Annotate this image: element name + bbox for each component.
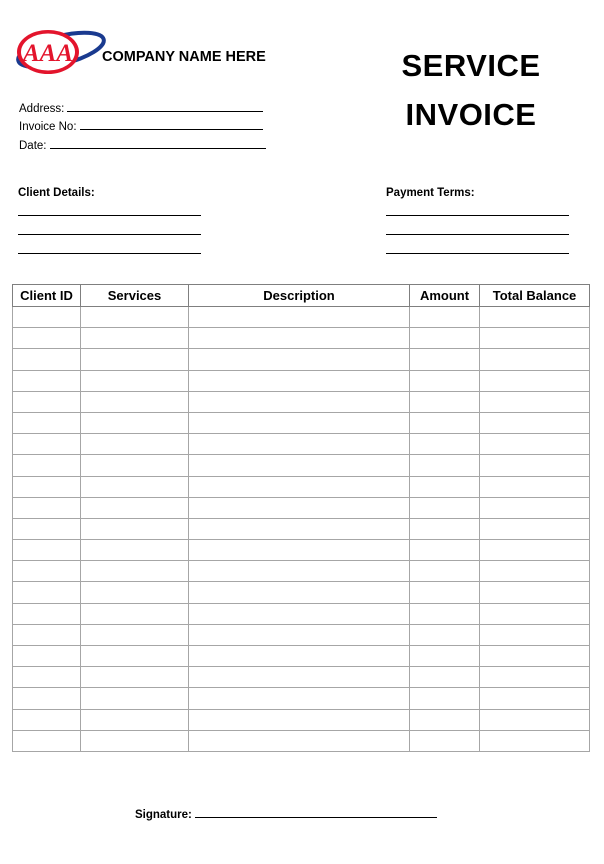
table-cell[interactable] bbox=[480, 646, 590, 667]
table-cell[interactable] bbox=[189, 688, 410, 709]
table-cell[interactable] bbox=[480, 476, 590, 497]
table-cell[interactable] bbox=[410, 412, 480, 433]
table-row bbox=[13, 349, 590, 370]
address-field[interactable] bbox=[19, 101, 263, 115]
table-cell[interactable] bbox=[81, 497, 189, 518]
table-cell[interactable] bbox=[81, 667, 189, 688]
address-line[interactable] bbox=[67, 101, 263, 112]
table-row bbox=[13, 370, 590, 391]
client-details-line[interactable] bbox=[18, 215, 201, 216]
table-cell[interactable] bbox=[410, 476, 480, 497]
table-row bbox=[13, 688, 590, 709]
table-cell[interactable] bbox=[410, 730, 480, 751]
table-cell[interactable] bbox=[13, 561, 81, 582]
table-cell[interactable] bbox=[410, 328, 480, 349]
table-cell[interactable] bbox=[13, 434, 81, 455]
header-amount: Amount bbox=[410, 285, 480, 307]
table-cell[interactable] bbox=[13, 540, 81, 561]
date-line[interactable] bbox=[50, 138, 266, 149]
logo-text: AAA bbox=[22, 40, 74, 67]
table-row bbox=[13, 518, 590, 539]
table-cell[interactable] bbox=[189, 709, 410, 730]
title-line-1: SERVICE bbox=[401, 48, 541, 83]
table-cell[interactable] bbox=[13, 624, 81, 645]
table-cell[interactable] bbox=[189, 370, 410, 391]
table-cell[interactable] bbox=[13, 391, 81, 412]
table-cell[interactable] bbox=[480, 709, 590, 730]
table-cell[interactable] bbox=[189, 476, 410, 497]
table-cell[interactable] bbox=[189, 391, 410, 412]
table-cell[interactable] bbox=[81, 391, 189, 412]
table-cell[interactable] bbox=[480, 624, 590, 645]
table-cell[interactable] bbox=[410, 391, 480, 412]
table-cell[interactable] bbox=[480, 307, 590, 328]
table-cell[interactable] bbox=[81, 540, 189, 561]
table-cell[interactable] bbox=[189, 667, 410, 688]
signature-field[interactable] bbox=[135, 807, 437, 821]
table-cell[interactable] bbox=[13, 307, 81, 328]
table-cell[interactable] bbox=[189, 603, 410, 624]
table-cell[interactable] bbox=[480, 688, 590, 709]
table-cell[interactable] bbox=[480, 455, 590, 476]
table-cell[interactable] bbox=[81, 328, 189, 349]
company-logo bbox=[13, 24, 109, 84]
table-cell[interactable] bbox=[410, 561, 480, 582]
table-cell[interactable] bbox=[13, 349, 81, 370]
table-cell[interactable] bbox=[480, 518, 590, 539]
table-cell[interactable] bbox=[410, 624, 480, 645]
table-cell[interactable] bbox=[13, 328, 81, 349]
table-cell[interactable] bbox=[81, 582, 189, 603]
invoice-no-field[interactable] bbox=[19, 119, 263, 133]
table-cell[interactable] bbox=[13, 455, 81, 476]
table-cell[interactable] bbox=[81, 709, 189, 730]
table-row bbox=[13, 709, 590, 730]
table-cell[interactable] bbox=[189, 497, 410, 518]
table-row bbox=[13, 561, 590, 582]
table-cell[interactable] bbox=[410, 582, 480, 603]
table-cell[interactable] bbox=[480, 434, 590, 455]
table-cell[interactable] bbox=[189, 434, 410, 455]
table-cell[interactable] bbox=[480, 412, 590, 433]
table-cell[interactable] bbox=[189, 582, 410, 603]
table-cell[interactable] bbox=[189, 518, 410, 539]
table-cell[interactable] bbox=[81, 370, 189, 391]
table-row bbox=[13, 328, 590, 349]
table-row bbox=[13, 603, 590, 624]
table-cell[interactable] bbox=[13, 476, 81, 497]
table-cell[interactable] bbox=[189, 646, 410, 667]
table-cell[interactable] bbox=[410, 497, 480, 518]
table-cell[interactable] bbox=[189, 349, 410, 370]
table-cell[interactable] bbox=[480, 349, 590, 370]
invoice-no-line[interactable] bbox=[80, 119, 263, 130]
table-cell[interactable] bbox=[81, 624, 189, 645]
table-row bbox=[13, 391, 590, 412]
table-cell[interactable] bbox=[189, 307, 410, 328]
table-row bbox=[13, 307, 590, 328]
date-label: Date: bbox=[19, 140, 47, 152]
table-cell[interactable] bbox=[13, 412, 81, 433]
table-cell[interactable] bbox=[81, 603, 189, 624]
table-cell[interactable] bbox=[13, 709, 81, 730]
table-cell[interactable] bbox=[410, 349, 480, 370]
table-cell[interactable] bbox=[189, 730, 410, 751]
table-cell[interactable] bbox=[189, 540, 410, 561]
table-cell[interactable] bbox=[410, 667, 480, 688]
client-details-line[interactable] bbox=[18, 253, 201, 254]
table-cell[interactable] bbox=[410, 603, 480, 624]
table-cell[interactable] bbox=[13, 370, 81, 391]
table-header-row bbox=[13, 285, 590, 307]
table-cell[interactable] bbox=[410, 540, 480, 561]
table-cell[interactable] bbox=[410, 709, 480, 730]
table-cell[interactable] bbox=[13, 688, 81, 709]
table-cell[interactable] bbox=[480, 370, 590, 391]
table-cell[interactable] bbox=[81, 455, 189, 476]
table-cell[interactable] bbox=[189, 412, 410, 433]
table-cell[interactable] bbox=[480, 730, 590, 751]
items-table bbox=[12, 284, 590, 752]
table-cell[interactable] bbox=[410, 646, 480, 667]
table-cell[interactable] bbox=[81, 561, 189, 582]
table-row bbox=[13, 667, 590, 688]
table-cell[interactable] bbox=[13, 518, 81, 539]
table-row bbox=[13, 434, 590, 455]
table-row bbox=[13, 455, 590, 476]
table-cell[interactable] bbox=[81, 307, 189, 328]
table-row bbox=[13, 646, 590, 667]
table-cell[interactable] bbox=[410, 434, 480, 455]
table-row bbox=[13, 582, 590, 603]
table-row bbox=[13, 624, 590, 645]
table-cell[interactable] bbox=[189, 561, 410, 582]
table-cell[interactable] bbox=[81, 688, 189, 709]
table-body bbox=[13, 307, 590, 752]
table-cell[interactable] bbox=[480, 540, 590, 561]
table-cell[interactable] bbox=[480, 582, 590, 603]
table-row bbox=[13, 730, 590, 751]
table-cell[interactable] bbox=[81, 434, 189, 455]
invoice-no-label: Invoice No: bbox=[19, 121, 77, 133]
table-cell[interactable] bbox=[81, 730, 189, 751]
table-cell[interactable] bbox=[81, 518, 189, 539]
table-cell[interactable] bbox=[13, 582, 81, 603]
table-cell[interactable] bbox=[13, 646, 81, 667]
table-cell[interactable] bbox=[410, 518, 480, 539]
table-cell[interactable] bbox=[13, 730, 81, 751]
table-cell[interactable] bbox=[480, 497, 590, 518]
table-cell[interactable] bbox=[81, 412, 189, 433]
table-cell[interactable] bbox=[480, 328, 590, 349]
table-cell[interactable] bbox=[189, 624, 410, 645]
table-cell[interactable] bbox=[189, 328, 410, 349]
header-total-balance: Total Balance bbox=[480, 285, 590, 307]
payment-terms-line[interactable] bbox=[386, 215, 569, 216]
date-field[interactable] bbox=[19, 138, 266, 152]
table-cell[interactable] bbox=[13, 497, 81, 518]
company-name: COMPANY NAME HERE bbox=[102, 49, 266, 65]
header-services: Services bbox=[81, 285, 189, 307]
signature-line[interactable] bbox=[195, 807, 437, 818]
header-description: Description bbox=[189, 285, 410, 307]
table-cell[interactable] bbox=[480, 391, 590, 412]
client-details-line[interactable] bbox=[18, 234, 201, 235]
table-cell[interactable] bbox=[81, 349, 189, 370]
header-client-id: Client ID bbox=[13, 285, 81, 307]
payment-terms-line[interactable] bbox=[386, 253, 569, 254]
client-details-label: Client Details: bbox=[18, 187, 95, 199]
table-cell[interactable] bbox=[480, 561, 590, 582]
payment-terms-label: Payment Terms: bbox=[386, 187, 475, 199]
payment-terms-line[interactable] bbox=[386, 234, 569, 235]
table-cell[interactable] bbox=[410, 370, 480, 391]
table-cell[interactable] bbox=[81, 646, 189, 667]
table-row bbox=[13, 540, 590, 561]
table-cell[interactable] bbox=[81, 476, 189, 497]
table-cell[interactable] bbox=[189, 455, 410, 476]
table-cell[interactable] bbox=[410, 307, 480, 328]
table-cell[interactable] bbox=[480, 603, 590, 624]
aaa-logo-icon bbox=[13, 24, 109, 84]
table-cell[interactable] bbox=[480, 667, 590, 688]
table-cell[interactable] bbox=[13, 603, 81, 624]
table-row bbox=[13, 476, 590, 497]
table-cell[interactable] bbox=[410, 688, 480, 709]
table-cell[interactable] bbox=[410, 455, 480, 476]
table-cell[interactable] bbox=[13, 667, 81, 688]
table-row bbox=[13, 497, 590, 518]
title-line-2: INVOICE bbox=[405, 97, 537, 132]
table-row bbox=[13, 412, 590, 433]
signature-label: Signature: bbox=[135, 809, 192, 821]
address-label: Address: bbox=[19, 103, 65, 115]
